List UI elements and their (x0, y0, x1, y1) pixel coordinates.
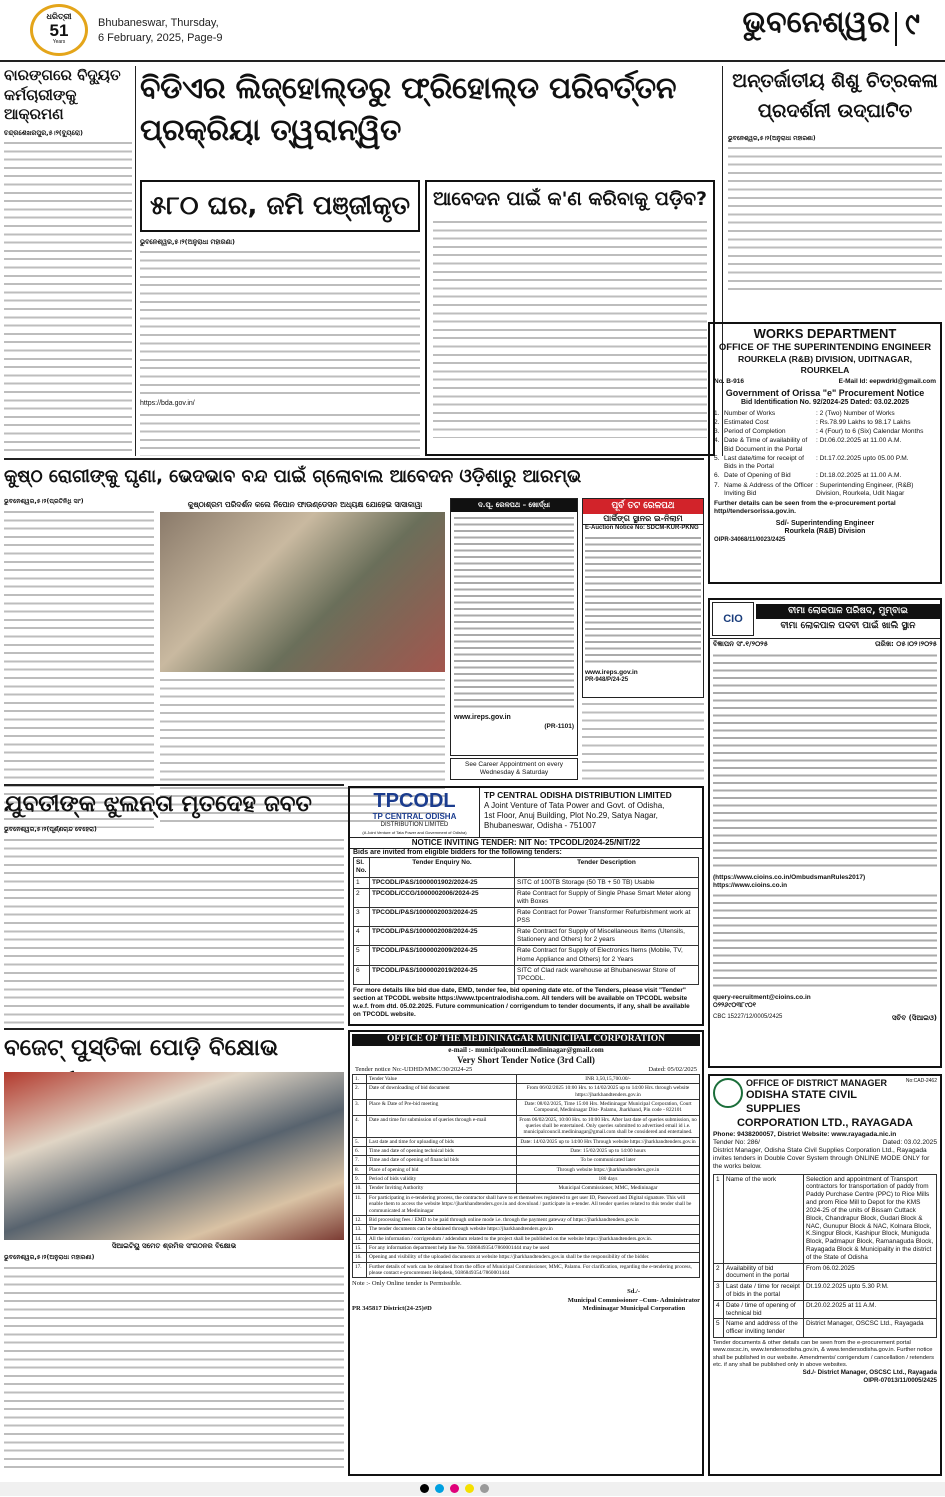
ad-works-row-key: Last date/time for receipt of Bids in the Portal (724, 454, 804, 471)
ad-insurance-ombudsman (708, 598, 942, 1068)
medininagar-table-row (353, 1075, 700, 1084)
ad-rail-link[interactable]: www.ireps.gov.in (454, 713, 511, 721)
ad-works-row (714, 482, 936, 498)
ad-insurance-email[interactable]: query-recruitment@cioins.co.in (713, 994, 811, 1001)
oscsc-intro: District Manager, Odisha State Civil Supplies Corporation Ltd., Rayagada invites tenders in Double Cover System through ONLINE MODE ONLY for the works below. (713, 1146, 930, 1171)
story-power-dateline: ଚନ୍ଦ୍ରଶେଖରପୁର,୫।୨(ବ୍ୟୁରୋ) (4, 128, 83, 137)
ad-works-row (714, 472, 936, 480)
medininagar-cell-key: Tender Inviting Authority (367, 1184, 517, 1193)
ad-works-row-value: : 2 (Two) Number of Works (816, 409, 895, 417)
oscsc-table-row (714, 1282, 937, 1301)
tpcodl-address-2: 1st Floor, Anuj Building, Plot No.29, Satya Nagar, (484, 810, 658, 820)
ad-works-row-value: : Superintending Engineer, (R&B) Division, Rourkela, Udit Nagar (816, 481, 914, 497)
tpcodl-notice: NOTICE INVITING TENDER: NIT No: TPCODL/2024-25/NIT/22 (350, 838, 702, 849)
ad-works-row-value: : Rs.78.99 Lakhs to 98.17 Lakhs (816, 418, 911, 426)
tpcodl-cell-desc: Rate Contract for Supply of Single Phase Smart Meter along with Boxes (515, 888, 699, 907)
ad-works-row-key: Number of Works (724, 409, 776, 417)
medininagar-cell-value: To be communicated later (517, 1156, 700, 1165)
ad-medininagar (348, 1030, 704, 1476)
story-budget-dateline: ଭୁବନେଶ୍ୱର,୫।୨(ଅନୁରାଧା ମହାରଣା) (4, 1254, 95, 1261)
medininagar-cell-value: INR 3,50,15,700.00/- (517, 1075, 700, 1084)
story-leprosy-caption: କୁଷ୍ଠାଶ୍ରମ ପରିଦର୍ଶନ କଲେ ନିପୋନ ଫାଉଣ୍ଡେସନ ଅଧ୍ୟକ୍ଷ ଯୋହେଇ ସାସାକାୱା (187, 500, 423, 509)
ad-career-note: See Career Appointment on every Wednesday & Saturday (450, 758, 578, 780)
dateline-line-1: Bhubaneswar, Thursday, (98, 17, 219, 29)
oscsc-cell-num: 3 (714, 1282, 724, 1301)
oscsc-no-tag: No:CAD-2462 (905, 1078, 937, 1084)
medininagar-cell-key: Last date and time for uploading of bids (367, 1137, 517, 1146)
ad-insurance-sub: ବୀମା ଲୋକପାଳ ପଦବୀ ପାଇଁ ଖାଲି ସ୍ଥାନ (780, 621, 916, 631)
medininagar-cell-num: 16. (353, 1253, 367, 1262)
medininagar-cell-key: The tender documents can be obtained through website https://jharkhandtenders.gov.in (367, 1225, 700, 1234)
ad-works-row-num: 2. (714, 418, 720, 426)
tpcodl-table (353, 857, 699, 985)
ad-insurance-header: ବୀମା ଲୋକପାଳ ପରିଷଦ, ମୁମ୍ବାଇ (756, 604, 940, 619)
tpcodl-cell-enq: TPCODL/P&S/1000002003/2024-25 (370, 907, 515, 926)
ad-works-row-value: : Dt.06.02.2025 at 11.00 A.M. (816, 437, 902, 445)
medininagar-cell-num: 15. (353, 1243, 367, 1252)
tpcodl-table-row (354, 927, 699, 946)
oscsc-phone: Phone: 9438200057, District Website: www.rayagada.nic.in (713, 1130, 897, 1138)
oscsc-table-row (714, 1319, 937, 1338)
ad-works-row-num: 4. (714, 437, 720, 445)
page-numeral: ୯ (905, 7, 920, 42)
ad-insurance-url-1[interactable]: (https://www.cioins.co.in/OmbudsmanRules2017) (713, 873, 866, 881)
medininagar-cell-num: 13. (353, 1225, 367, 1234)
ad-rail-code: (PR-1101) (544, 722, 574, 730)
tpcodl-logo-sub-3: (A Joint Venture of Tata Power and Government of Odisha) (362, 829, 467, 835)
tpcodl-cell-sl: 1 (354, 877, 370, 888)
oscsc-cell-key: Name of the work (724, 1174, 804, 1263)
ad-insurance-notice: ବିଜ୍ଞାପନ ସଂ.୧/୨୦୨୫ (713, 640, 768, 648)
oscsc-table (713, 1174, 937, 1338)
story-leprosy-col-1 (4, 498, 154, 828)
ad-works-title-2: OFFICE OF THE SUPERINTENDING ENGINEER (718, 342, 932, 354)
medininagar-cell-value: 180 days (517, 1175, 700, 1184)
ad-works-row-num: 6. (714, 472, 720, 480)
medininagar-cell-value: Date: 14/02/2025 up to 14:00 Hrs Through website https://jharkhandtenders.gov.in (517, 1137, 700, 1146)
medininagar-table-row (353, 1165, 700, 1174)
registration-dot (450, 1484, 459, 1493)
section-rule-1 (4, 458, 704, 460)
medininagar-table-row (353, 1115, 700, 1137)
oscsc-cell-value: District Manager, OSCSC Ltd., Rayagada (804, 1319, 937, 1338)
ad-works-code: OIPR-34068/11/0023/2425 (714, 537, 786, 544)
story-leprosy-dateline: ଭୁବନେଶ୍ୱର,୫।୨(ପ୍ରତିନିଧି ସାଂ) (4, 498, 84, 505)
tpcodl-cell-desc: SITC of Clad rack warehouse at Bhubaneswar Store of TPCODL. (515, 965, 699, 984)
medininagar-cell-num: 10. (353, 1184, 367, 1193)
registration-dot (435, 1484, 444, 1493)
tpcodl-cell-sl: 4 (354, 927, 370, 946)
ad-works-row-value: : Dt.17.02.2025 upto 05.00 P.M. (816, 454, 909, 462)
ad-works-sign-2: Rourkela (R&B) Division (784, 528, 866, 536)
medininagar-table-row (353, 1262, 700, 1278)
medininagar-cell-num: 9. (353, 1175, 367, 1184)
medininagar-cell-key: Date of downloading of bid document (367, 1084, 517, 1100)
tpcodl-logo: TPCODL (373, 790, 456, 812)
ad-ecor-body (585, 535, 701, 667)
story-power-headline-2: କର୍ମଚାରୀଙ୍କୁ ଆକ୍ରମଣ (4, 85, 77, 123)
registration-dots (420, 1484, 489, 1493)
badge-years: Years (52, 39, 66, 45)
tpcodl-intro: Bids are invited from eligible bidders for the following tenders: (353, 848, 562, 856)
medininagar-cell-num: 11. (353, 1193, 367, 1215)
story-leprosy-body-1 (4, 508, 154, 828)
story-budget-col (4, 1254, 344, 1476)
lead-body-text (140, 248, 420, 398)
ad-insurance-date: ତାରିଖ: ୦୫।୦୨।୨୦୨୫ (874, 640, 937, 648)
medininagar-cell-num: 1. (353, 1075, 367, 1084)
lead-dateline: ଭୁବନେଶ୍ୱର,୫।୨(ଅନୁରାଧା ମହାରଣା) (140, 238, 235, 246)
story-budget-caption: ସିଆଇଟିୟୁ ସମେତ ଶ୍ରମିକ ସଂଗଠନର ବିକ୍ଷୋଭ (111, 1242, 237, 1250)
medininagar-table-row (353, 1253, 700, 1262)
ad-oscsc (708, 1074, 942, 1476)
ad-works-ref: No. B-916 (714, 377, 744, 385)
tpcodl-cell-sl: 6 (354, 965, 370, 984)
tpcodl-logo-sub-2: DISTRIBUTION LIMITED (380, 822, 449, 828)
oscsc-cell-value: Dt.19.02.2025 upto 5.30 P.M. (804, 1282, 937, 1301)
oscsc-table-row (714, 1300, 937, 1319)
question-body-text (433, 218, 707, 438)
ad-works-footer: Further details can be seen from the e-procurement portal http//tendersorissa.gov.in. (714, 500, 896, 516)
ad-ecor-sub: ପାର୍କିଙ୍ଗ ସ୍ଥାନର ଇ-ନିଲାମ (583, 514, 703, 525)
medininagar-sign-1: Sd./- (627, 1288, 640, 1296)
ad-insurance-url-2[interactable]: https://www.cioins.co.in (713, 881, 788, 889)
medininagar-table-row (353, 1234, 700, 1243)
ad-insurance-body-2 (713, 892, 937, 992)
story-body-headline: ଯୁବତୀଙ୍କ ଝୁଲନ୍ତା ମୃତଦେହ ଜବତ (4, 791, 312, 817)
medininagar-cell-key: Period of bids validity (367, 1175, 517, 1184)
medininagar-cell-num: 17. (353, 1262, 367, 1278)
story-body-text (4, 836, 344, 1024)
medininagar-ref: Tender notice No:-UDHD/MMC/30/2024-25 (355, 1065, 473, 1073)
ad-works-bid-id: Bid Identification No. 92/2024-25 Dated: 03.02.2025 (740, 398, 910, 406)
ad-works-row-key: Period of Completion (724, 428, 786, 436)
tpcodl-table-row (354, 965, 699, 984)
tpcodl-col-sl: Sl. No. (354, 858, 370, 877)
story-power-body (4, 139, 132, 456)
story-budget-headline: ବଜେଟ୍ ପୁସ୍ତିକା ପୋଡ଼ି ବିକ୍ଷୋଭ (4, 1035, 279, 1061)
medininagar-cell-num: 6. (353, 1147, 367, 1156)
medininagar-table-row (353, 1175, 700, 1184)
lead-body-text-2 (140, 411, 420, 456)
medininagar-cell-num: 3. (353, 1100, 367, 1116)
medininagar-sign-2: Municipal Commissioner –Cum- Administrator (567, 1296, 700, 1304)
tpcodl-cell-enq: TPCODL/P&S/1000001902/2024-25 (370, 877, 515, 888)
ad-ecor-notice-no: E-Auction Notice No: SDCM-KUR-PKNG (585, 525, 699, 532)
tpcodl-cell-sl: 3 (354, 907, 370, 926)
story-body-dateline: ଭୁବନେଶ୍ୱର,୫।୨(ପୂର୍ଣ୍ଣଚାନ୍ଦ ବେହେରା) (4, 826, 97, 833)
ad-ecor-code: PR-948/P/24-25 (585, 676, 629, 683)
oscsc-title-3: CORPORATION LTD., RAYAGADA (736, 1116, 913, 1129)
lead-body (140, 238, 420, 456)
tpcodl-cell-sl: 5 (354, 946, 370, 965)
lead-link[interactable]: https://bda.gov.in/ (140, 400, 195, 408)
budget-photo (4, 1072, 344, 1240)
registration-dot (420, 1484, 429, 1493)
story-budget-text (4, 1264, 344, 1474)
ad-works-row-value: : 4 (Four) to 6 (Six) Calendar Months (816, 428, 924, 436)
ad-ecor-header: ପୂର୍ବ ତଟ ରେଳପଥ (583, 499, 703, 514)
medininagar-cell-key: For participating in e-tendering process, the contractor shall have to et themselves registered to get user ID, Password and Digital signature. This will enable them to access the website https://jharkhandtenders.gov.in and download / participate in e-tender. All tender queries related to this tender shall be communicated at Medininagar (367, 1193, 700, 1215)
tpcodl-cell-enq: TPCODL/P&S/1000002009/2024-25 (370, 946, 515, 965)
ad-works-row (714, 455, 936, 471)
medininagar-cell-key: Date and time for submission of queries through e-mail (367, 1115, 517, 1137)
oscsc-logo (713, 1078, 743, 1108)
question-headline: ଆବେଦନ ପାଇଁ କ'ଣ କରିବାକୁ ପଡ଼ିବ? (432, 188, 708, 210)
medininagar-table-row (353, 1137, 700, 1146)
ad-works-row-key: Estimated Cost (724, 418, 769, 426)
medininagar-cell-num: 8. (353, 1165, 367, 1174)
story-art-dateline: ଭୁବନେଶ୍ୱର,୫।୨(ଅନୁରାଧା ମହାରଣା) (728, 134, 816, 142)
medininagar-cell-key: Time and date of opening technical bids (367, 1147, 517, 1156)
ad-insurance-sign: ସଚିବ (ସିଆଇଓ) (891, 1014, 937, 1023)
medininagar-cell-key: Place & Date of Pre-bid meeting (367, 1100, 517, 1116)
oscsc-table-row (714, 1263, 937, 1282)
tpcodl-cell-desc: Rate Contract for Supply of Electronics Items (Mobile, TV, Home Appliance and Others) for 2 Years (515, 946, 699, 965)
column-rule-1 (135, 66, 136, 456)
ad-works-title-1: WORKS DEPARTMENT (753, 326, 897, 341)
ad-insurance-phone: ୦୨୨୬୯୦୩୮୯୦୧ (713, 1002, 757, 1010)
medininagar-cell-value: Through website https://jharkhandtenders.gov.in (517, 1165, 700, 1174)
medininagar-cell-key: Bid processing fees / EMD to be paid through online mode i.e. through the payment gateway of https://jharkhandtenders.gov.in (367, 1215, 700, 1224)
medininagar-cell-value: Date: 15/02/2025 up to 14:00 hours (517, 1147, 700, 1156)
oscsc-cell-num: 5 (714, 1319, 724, 1338)
medininagar-cell-value: From 06/02/2025, 10:00 Hrs. to 10:00 Hrs. After last date of queries submission, no queries shall be entertained. Only queries submitted to advertised email id i.e. municipalcouncil.medininagar@gmail.com shall be considered and entertained. (517, 1115, 700, 1137)
oscsc-code: OIPR-07013/11/0005/2425 (863, 1376, 937, 1384)
medininagar-sign-3: Medininagar Municipal Corporation (582, 1304, 686, 1312)
ad-tpcodl (348, 786, 704, 1026)
ad-works-row-num: 1. (714, 409, 720, 417)
dateline-line-2: 6 February, 2025, Page-9 (98, 32, 223, 45)
ad-works-rows (714, 410, 936, 498)
tpcodl-cell-enq: TPCODL/CCG/1000002006/2024-25 (370, 888, 515, 907)
badge-number: 51 (49, 21, 69, 40)
ad-ecor-link[interactable]: www.ireps.gov.in (585, 668, 638, 676)
page-number-divider (895, 12, 897, 46)
ad-ecor-parking (582, 498, 704, 698)
tpcodl-logo-sub-1: TP CENTRAL ODISHA (372, 812, 457, 821)
ad-works-notice: Government of Orissa "e" Procurement Notice (725, 387, 925, 398)
oscsc-cell-num: 2 (714, 1263, 724, 1282)
oscsc-cell-key: Name and address of the officer inviting tender (724, 1319, 804, 1338)
medininagar-cell-key: Time and date of opening of financial bids (367, 1156, 517, 1165)
medininagar-table-row (353, 1184, 700, 1193)
tpcodl-name: TP CENTRAL ODISHA DISTRIBUTION LIMITED (484, 790, 672, 800)
anniversary-badge (30, 4, 88, 56)
ad-works-email[interactable]: E-Mail Id: eepwdrkl@gmail.com (838, 377, 936, 385)
medininagar-code: PR 345817 District(24-25)#D (352, 1304, 432, 1312)
badge-top-text: ଧରିତ୍ରୀ (46, 12, 72, 21)
medininagar-cell-num: 7. (353, 1156, 367, 1165)
oscsc-cell-value: Selection and appointment of Transport contractors for transportation of paddy from Paddy Purchase Centre (PPC) to Rice Mills and prom Rice Mill to Depot for the KMS 2024-25 of the units of Bissam Cuttack Block, Chandrapur Block, Gudari Block & NAC, Gunupur Block & NAC, Kolnara Block, K.Singpur Block, Kashipur Block, Muniguda Block, Padmapur Block, Ramanaguda Block, Rayagada Block & Municipality in the district of the State of Odisha (804, 1174, 937, 1263)
tpcodl-cell-desc: Rate Contract for Power Transformer Refurbishment work at PSS (515, 907, 699, 926)
tpcodl-footer: For more details like bid due date, EMD, tender fee, bid opening date etc. of the Tenders, please visit "Tender" section at TPCODL website https://www.tpcentralodisha.com. All tenders will be available on TPCODL website w.e.f. from dtd. 05.02.2025. Future communication / corrigendum to tender documents, if any, shall be available on TPCODL website. (353, 986, 690, 1018)
story-art-body (728, 144, 942, 294)
ad-works-row-num: 7. (714, 481, 720, 489)
ad-works-row-key: Date & Time of availability of Bid Document in the Portal (724, 437, 808, 453)
story-power-headline-1: ବାରଙ୍ଗରେ ବିଦ୍ୟୁତ (4, 66, 121, 84)
medininagar-cell-key: Place of opening of bid (367, 1165, 517, 1174)
medininagar-cell-key: All the information / corrigendum / addendum related to the project shall be published on the website https://jharkhandtenders.gov.in. (367, 1234, 700, 1243)
tpcodl-table-row (354, 877, 699, 888)
medininagar-cell-value: From 06/02/2025 10:00 Hrs. to 14/02/2025 up to 14:00 Hrs. through website https://jharkhandtenders.gov.in (517, 1084, 700, 1100)
registration-dot (480, 1484, 489, 1493)
medininagar-dated: Dated: 05/02/2025 (648, 1065, 697, 1073)
oscsc-dated: Dated: 03.02.2025 (882, 1138, 937, 1146)
oscsc-title-1: OFFICE OF DISTRICT MANAGER (746, 1078, 887, 1088)
ad-insurance-body-1 (713, 652, 937, 872)
oscsc-footer: Tender documents & other details can be seen from the e-procurement portal www.oscsc.in, www.tendersodisha.gov.in, & www.tendersodisha.gov.in. Further notice shall be published in our website. Amendments/ corrigendum / cancellation / retenders etc. if any shall be published only in above websites. (713, 1340, 935, 1368)
tpcodl-cell-desc: Rate Contract for Supply of Miscellaneous Items (Utensils, Stationery and Others) for 2 years (515, 927, 699, 946)
medininagar-table-row (353, 1156, 700, 1165)
medininagar-cell-num: 14. (353, 1234, 367, 1243)
medininagar-cell-num: 12. (353, 1215, 367, 1224)
lead-subhead-box (140, 180, 420, 232)
oscsc-sign: Sd./- District Manager, OSCSC Ltd., Rayagada (802, 1369, 937, 1377)
medininagar-notice: Very Short Tender Notice (3rd Call) (457, 1054, 595, 1065)
story-art-headline-2: ପ୍ରଦର୍ଶନୀ ଉଦ୍‌ଘାଟିତ (757, 100, 913, 123)
medininagar-cell-value: Date: 08/02/2025, Time 15:00 Hrs. Medininagar Municipal Corporation, Court Compound, Medininagar Dist- Palamu, Jharkhand, Pin code - 822101 (517, 1100, 700, 1116)
medininagar-cell-num: 4. (353, 1115, 367, 1137)
ad-works-sign-1: Sd/- Superintending Engineer (775, 519, 875, 527)
ad-works-row (714, 419, 936, 427)
medininagar-note: Note :- Only Online tender is Permissible. (352, 1280, 462, 1288)
tpcodl-address-1: A Joint Venture of Tata Power and Govt. of Odisha, (484, 800, 665, 810)
story-power (4, 66, 132, 456)
medininagar-cell-num: 5. (353, 1137, 367, 1146)
tpcodl-cell-enq: TPCODL/P&S/1000002019/2024-25 (370, 965, 515, 984)
dateline (98, 16, 298, 47)
ad-insurance-code: CBC 15227/12/0005/2425 (713, 1014, 783, 1021)
ad-works-department (708, 322, 942, 584)
medininagar-title: OFFICE OF THE MEDININAGAR MUNICIPAL CORPORATION (352, 1034, 700, 1046)
oscsc-cell-value: Dt.20.02.2025 at 11 A.M. (804, 1300, 937, 1319)
lead-headline: ବିଡିଏର ଲିଜ୍‌ହୋଲ୍‌ଡରୁ ଫ୍ରିହୋଲ୍‌ଡ ପରିବର୍ତ୍ତନ ପ୍ରକ୍ରିୟା ତ୍ୱରାନ୍ୱିତ (140, 71, 677, 148)
section-title: ଭୁବନେଶ୍ୱର (742, 5, 890, 40)
medininagar-table-row (353, 1193, 700, 1215)
oscsc-tender-no: Tender No: 286/ (713, 1138, 760, 1146)
ad-ecor-more (582, 700, 704, 780)
oscsc-table-row (714, 1174, 937, 1263)
leprosy-photo (160, 512, 445, 672)
tpcodl-table-row (354, 907, 699, 926)
medininagar-cell-key: For any information department help line No. 9386849354/7860001444 may be used (367, 1243, 700, 1252)
oscsc-cell-key: Date / time of opening of technical bid (724, 1300, 804, 1319)
ad-rail-body (454, 515, 574, 711)
tpcodl-cell-sl: 2 (354, 888, 370, 907)
tpcodl-address-3: Bhubaneswar, Odisha - 751007 (484, 820, 597, 830)
ad-works-row-key: Date of Opening of Bid (724, 472, 791, 480)
ad-works-row-key: Name & Address of the Officer Inviting Bid (724, 481, 813, 497)
medininagar-cell-num: 2. (353, 1084, 367, 1100)
ad-rail-khurda (450, 498, 578, 756)
oscsc-cell-num: 4 (714, 1300, 724, 1319)
medininagar-cell-key: Opening and visibility of the uploaded documents at website https://jharkhandtenders.gov.in shall be the responsibility of the bidder. (367, 1253, 700, 1262)
story-leprosy-headline: କୁଷ୍ଠ ରୋଗୀଙ୍କୁ ଘୃଣା, ଭେଦଭାବ ବନ୍ଦ ପାଇଁ ଗ୍ଲୋବାଲ ଆବେଦନ ଓଡ଼ିଶାରୁ ଆରମ୍ଭ (4, 466, 582, 487)
ad-works-row (714, 437, 936, 453)
medininagar-table-row (353, 1084, 700, 1100)
story-art (728, 66, 942, 316)
tpcodl-table-row (354, 946, 699, 965)
oscsc-cell-value: From 06.02.2025 (804, 1263, 937, 1282)
medininagar-cell-key: Tender Value (367, 1075, 517, 1084)
medininagar-table-row (353, 1225, 700, 1234)
tpcodl-cell-enq: TPCODL/P&S/1000002008/2024-25 (370, 927, 515, 946)
tpcodl-table-row (354, 888, 699, 907)
ad-works-row (714, 428, 936, 436)
oscsc-cell-num: 1 (714, 1174, 724, 1263)
masthead (0, 0, 945, 62)
medininagar-table-row (353, 1147, 700, 1156)
lead-subhead: ୫୮୦ ଘର, ଜମି ପଞ୍ଜୀକୃତ (150, 191, 410, 221)
story-art-headline-1: ଅନ୍ତର୍ଜାତୀୟ ଶିଶୁ ଚିତ୍ରକଳା (732, 70, 938, 92)
tpcodl-col-enq: Tender Enquiry No. (370, 858, 515, 877)
medininagar-table-row (353, 1100, 700, 1116)
question-box (425, 180, 715, 456)
registration-dot (465, 1484, 474, 1493)
medininagar-table (352, 1074, 700, 1278)
medininagar-table-row (353, 1215, 700, 1224)
ad-works-row-value: : Dt.18.02.2025 at 11.00 A.M. (816, 472, 902, 480)
ad-rail-header: ଦ.ପୂ. ରେଳପଥ – ଖୋର୍ଦ୍ଧା (451, 499, 577, 512)
ad-works-row-num: 5. (714, 454, 720, 462)
ad-works-title-3: ROURKELA (R&B) DIVISION, UDITNAGAR, ROURKELA (738, 354, 912, 375)
oscsc-title-2: ODISHA STATE CIVIL SUPPLIES (746, 1089, 857, 1115)
medininagar-table-row (353, 1243, 700, 1252)
ad-works-row (714, 410, 936, 418)
tpcodl-cell-desc: SITC of 100TB Storage (50 TB + 50 TB) Usable (515, 877, 699, 888)
tpcodl-col-desc: Tender Description (515, 858, 699, 877)
oscsc-cell-key: Last date / time for receipt of bids in the portal (724, 1282, 804, 1301)
ad-works-row-num: 3. (714, 428, 720, 436)
oscsc-cell-key: Availability of bid document in the portal (724, 1263, 804, 1282)
cio-logo: CIO (712, 602, 754, 636)
registration-marks (0, 1482, 945, 1496)
medininagar-cell-value: Municipal Commissioner, MMC, Medininagar (517, 1184, 700, 1193)
story-body-col (4, 826, 344, 1026)
masthead-rule (0, 60, 945, 62)
medininagar-email[interactable]: e-mail :- municipalcouncil.medininagar@gmail.com (448, 1045, 604, 1054)
medininagar-cell-key: Further details of work can be obtained from the office of Municipal Commissioner, MMC, Palamu. For clarification, regarding the e-tendering process, please contact e-procurement Helpdesk, 9386849354/7860001444 (367, 1262, 700, 1278)
